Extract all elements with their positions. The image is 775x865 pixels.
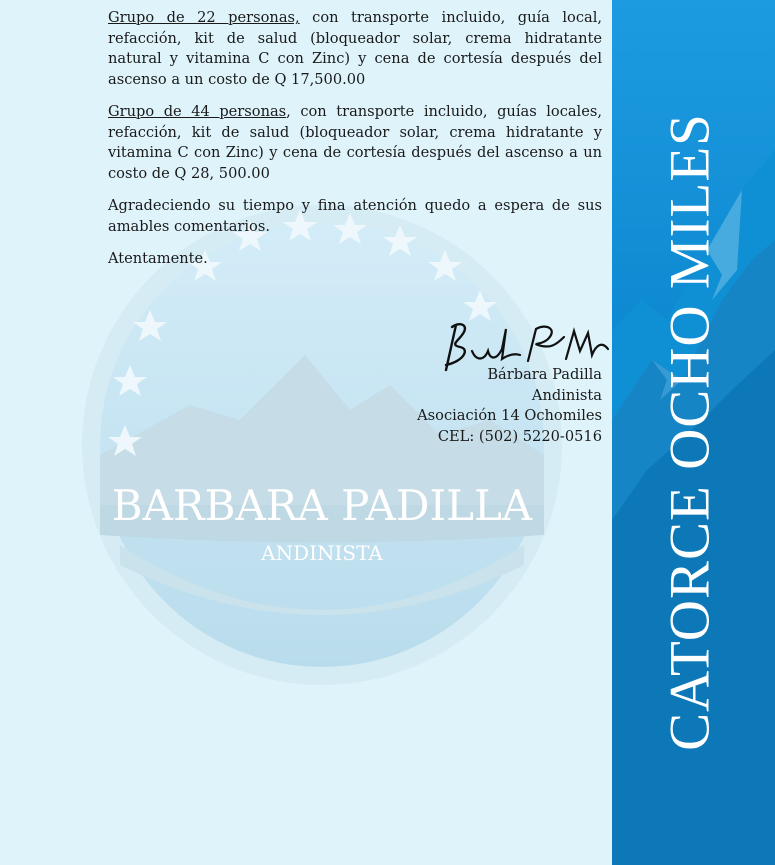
paragraph-lead: Grupo de 44 personas [108,103,287,120]
signer-organization: Asociación 14 Ochomiles [417,407,602,424]
paragraph-text: , con transporte incluido, guías locales, refacción, kit de salud (bloqueador solar, crema hidratante y vitamina C con Zinc) y cena de cortesía después del ascenso a un costo de Q 28, 500.00 [108,103,602,182]
watermark-name: BARBARA PADILLA [111,481,533,530]
signer-role: Andinista [531,386,602,404]
paragraph-lead: Grupo de 22 personas, [108,9,300,26]
banner-title: CATORCE OCHO MILES [658,113,722,751]
watermark-role: ANDINISTA [261,541,383,565]
signer-phone: CEL: (502) 5220-0516 [437,427,602,445]
paragraph-group-44 [108,102,602,184]
sign-off: Atentamente. [108,250,208,267]
paragraph-group-22 [108,8,602,90]
signature-block [417,365,602,447]
letter-body [108,8,602,282]
closing-paragraph: Agradeciendo su tiempo y fina atención quedo a espera de sus amables comentarios. [108,197,602,235]
signer-name: Bárbara Padilla [487,366,602,383]
paragraph-text: con transporte incluido, guía local, refacción, kit de salud (bloqueador solar, crema hidratante natural y vitamina C con Zinc) y cena de cortesía después del ascenso a un costo de Q 17,500.00 [108,9,602,88]
